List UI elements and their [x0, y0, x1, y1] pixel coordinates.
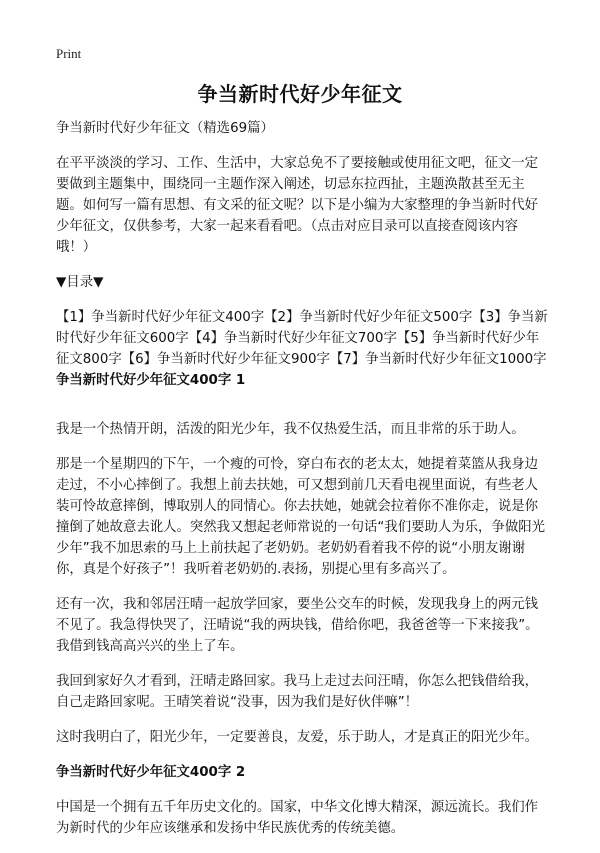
section1-paragraph: 这时我明白了，阳光少年，一定要善良，友爱，乐于助人，才是真正的阳光少年。 — [56, 730, 539, 745]
toc-link-4[interactable]: 【4】争当新时代好少年征文700字 — [188, 331, 397, 346]
section1-paragraph: 我回到家好久才看到，汪晴走路回家。我马上走过去问汪晴，你怎么把钱借给我，自己走路回家呢。王晴笑着说“没事，因为我们是好伙伴嘛”！ — [56, 674, 539, 710]
section2-paragraph: 中国是一个拥有五千年历史文化的。国家，中华文化博大精深，源远流长。我们作为新时代的少年应该继承和发扬中华民族优秀的传统美德。 — [56, 800, 539, 836]
section1-paragraph: 还有一次，我和邻居汪晴一起放学回家，要坐公交车的时候，发现我身上的两元钱不见了。我急得快哭了，汪晴说“我的两块钱，借给你吧，我爸爸等一下来接我”。我借到钱高高兴兴的坐上了车。 — [56, 597, 539, 654]
toc-link-6[interactable]: 【6】争当新时代好少年征文900字 — [121, 352, 330, 367]
toc-title: ▼目录▼ — [56, 275, 104, 290]
table-of-contents — [56, 307, 548, 391]
section1-paragraph: 我是一个热情开朗，活泼的阳光少年，我不仅热爱生活，而且非常的乐于助人。 — [56, 422, 525, 437]
print-label: Print — [56, 46, 82, 61]
section-heading-2: 争当新时代好少年征文400字 2 — [56, 765, 246, 780]
article-body — [56, 118, 548, 853]
section-heading-1: 争当新时代好少年征文400字 1 — [56, 373, 246, 388]
page-title: 争当新时代好少年征文 — [197, 82, 403, 106]
toc-link-7[interactable]: 【7】争当新时代好少年征文1000字 — [329, 352, 547, 367]
toc-link-2[interactable]: 【2】争当新时代好少年征文500字 — [264, 310, 473, 325]
toc-link-3[interactable]: 【3】争当新时代好少年征文600字 — [56, 310, 548, 346]
section1-paragraph: 那是一个星期四的下午，一个瘦的可怜，穿白布衣的老太太，她提着菜篮从我身边走过，不小心摔倒了。我想上前去扶她，可又想到前几天看电视里面说，有些老人装可怜故意摔倒，博取别人的同情心。你去扶她，她就会拉着你不准你走，说是你撞倒了她故意去讹人。突然我又想起老师常说的一句话“我们要助人为乐，争做阳光少年”我不加思索的马上上前扶起了老奶奶。老奶奶看着我不停的说“小朋友谢谢你，真是个好孩子”！我听着老奶奶的.表扬，别提心里有多高兴了。 — [56, 457, 545, 577]
toc-link-5[interactable]: 【5】争当新时代好少年征文800字 — [56, 331, 540, 367]
intro-paragraph: 在平平淡淡的学习、工作、生活中，大家总免不了要接触或使用征文吧，征文一定要做到主题集中，围绕同一主题作深入阐述，切忌东拉西扯，主题涣散甚至无主题。如何写一篇有思想、有文采的征文呢？以下是小编为大家整理的争当新时代好少年征文，仅供参考，大家一起来看看吧。（点击对应目录可以直接查阅该内容哦！） — [56, 156, 539, 255]
article-subtitle: 争当新时代好少年征文（精选69篇） — [56, 121, 274, 136]
toc-link-1[interactable]: 【1】争当新时代好少年征文400字 — [56, 310, 265, 325]
